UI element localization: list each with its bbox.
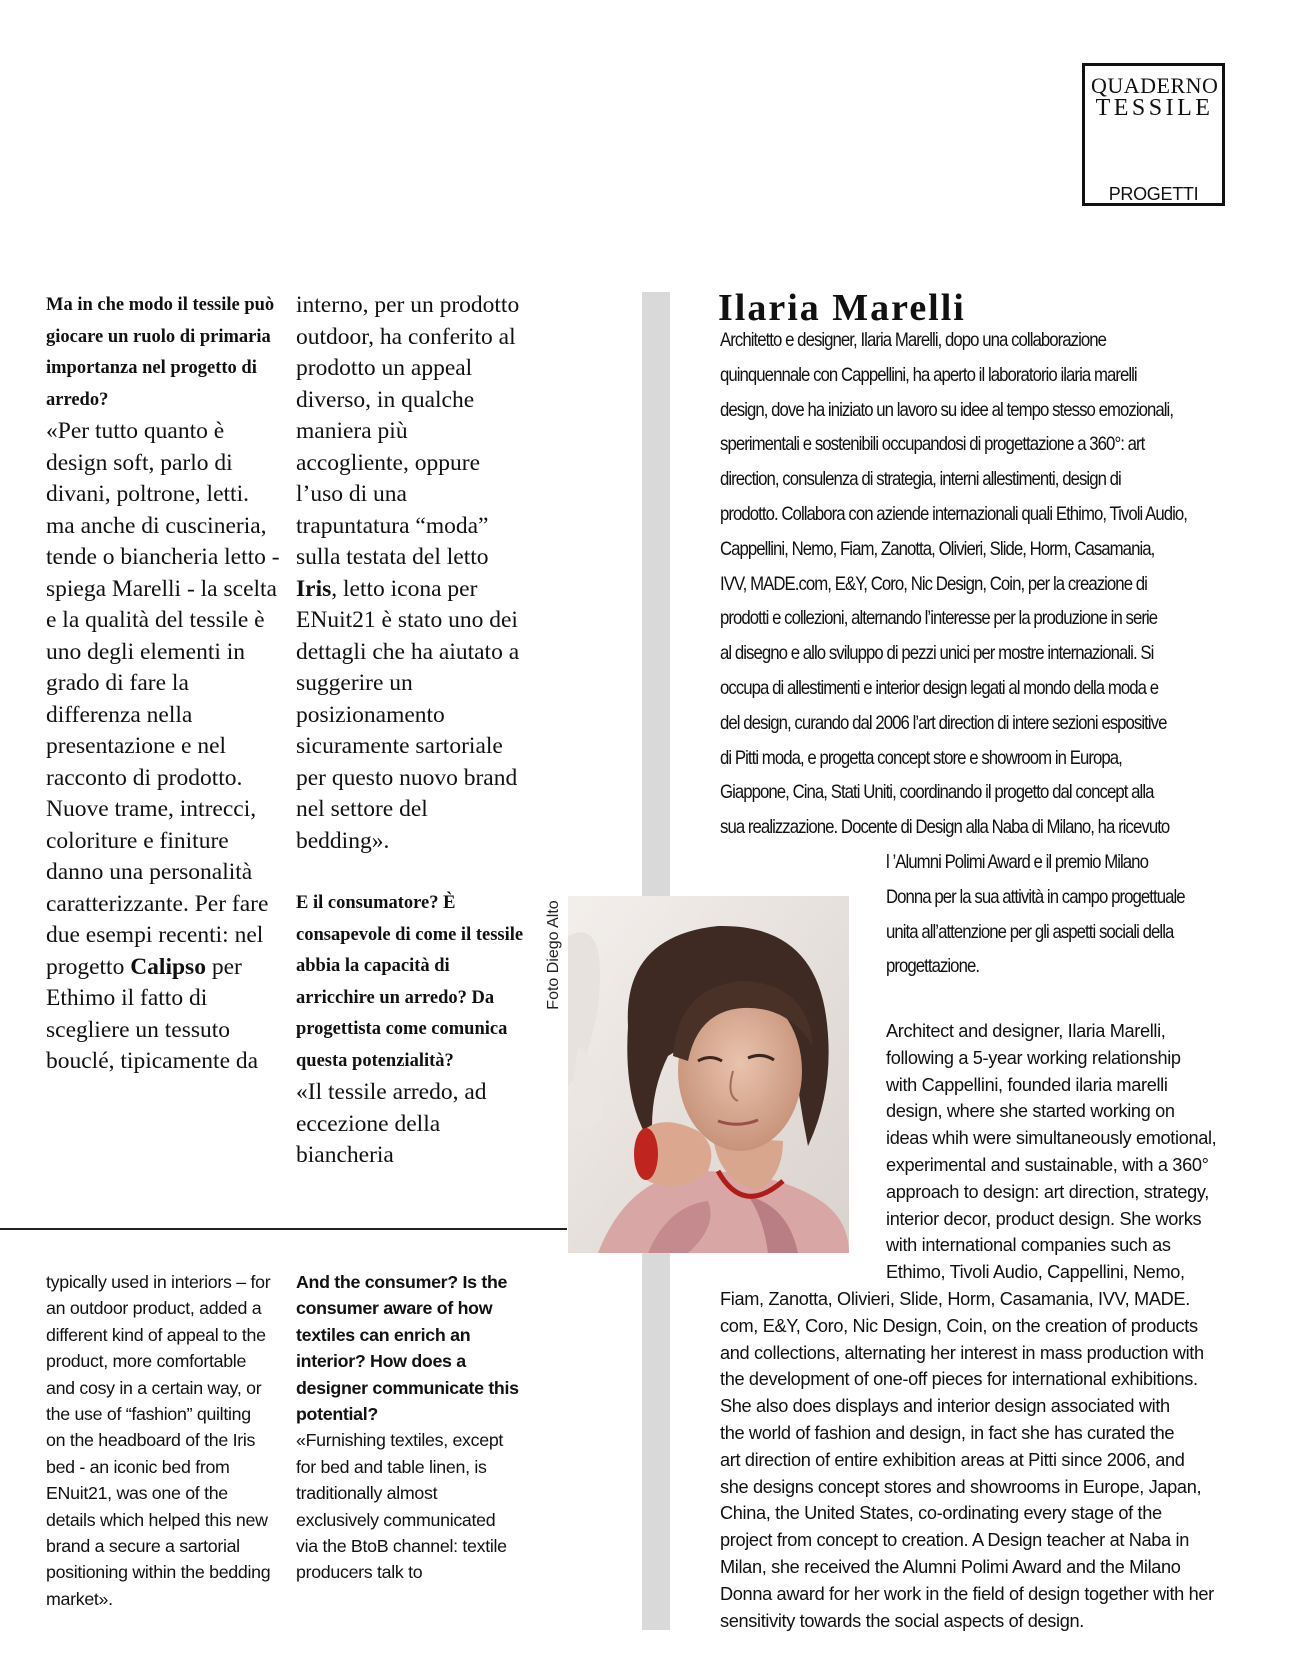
bio-en-line: following a 5-year working relationship (886, 1047, 1181, 1068)
bio-it-line: unita all’attenzione per gli aspetti sociali della (886, 920, 1174, 943)
bio-it-line: sperimentali e sostenibili occupandosi di progettazione a 360°: art (720, 433, 1145, 456)
bio-en-line: design, where she started working on (886, 1101, 1175, 1122)
bio-en-line: experimental and sustainable, with a 360° (886, 1154, 1209, 1175)
bio-it-line: Giappone, Cina, Stati Uniti, coordinando il progetto dal concept alla (720, 781, 1154, 804)
english-column-2 (296, 1269, 521, 1586)
bio-it-line: direction, consulenza di strategia, interni allestimenti, design di (720, 468, 1121, 491)
bio-en-line: Architect and designer, Ilaria Marelli, (886, 1021, 1166, 1041)
bio-en-line: Milan, she received the Alumni Polimi Award and the Milano (720, 1556, 1181, 1577)
horizontal-divider (0, 1228, 567, 1230)
bio-it-line: Architetto e designer, Ilaria Marelli, dopo una collaborazione (720, 329, 1107, 351)
masthead-title-line1: QUADERNO (1091, 73, 1219, 98)
bio-en-line: project from concept to creation. A Design teacher at Naba in (720, 1530, 1189, 1551)
bio-en-line: sensitivity towards the social aspects of design. (720, 1610, 1084, 1631)
bio-en-line: she designs concept stores and showrooms in Europe, Japan, (720, 1476, 1202, 1497)
bio-it-line: quinquennale con Cappellini, ha aperto il laboratorio ilaria marelli (720, 363, 1137, 386)
bio-en-line: Ethimo, Tivoli Audio, Cappellini, Nemo, (886, 1262, 1185, 1283)
bio-en-line: with international companies such as (886, 1235, 1171, 1256)
english-column-1 (46, 1269, 271, 1612)
english-answer: «Furnishing textiles, except for bed and table linen, is traditionally almost exclusively communicated via the BtoB channel: textile producers talk to (296, 1430, 507, 1583)
bio-it-line: occupa di allestimenti e interior design legati al mondo della moda e (720, 676, 1159, 699)
bio-it-line: di Pitti moda, e progetta concept store e showroom in Europa, (720, 746, 1122, 769)
bio-en-line: the world of fashion and design, in fact she has curated the (720, 1422, 1175, 1443)
product-name-bold: Iris (296, 575, 332, 602)
bio-en-line: Donna award for her work in the field of design together with her (720, 1583, 1214, 1604)
portrait-photo (568, 896, 849, 1253)
bio-en-line: the development of one-off pieces for international exhibitions. (720, 1369, 1198, 1390)
interview-answer: «Per tutto quanto è design soft, parlo di divani, poltrone, letti. ma anche di cuscineria, tende o biancheria letto - spiega Marelli - la scelta e la qualità del tessile è uno degli elementi in grado di fare la differenza nella presentazione e nel racconto di prodotto. Nuove trame, intrecci, coloriture e finiture danno una personalità caratterizzante. Per fare due esempi recenti: nel progetto Calipso per Ethimo il fatto di scegliere un tessuto bouclé, tipicamente da (46, 418, 280, 1074)
bio-en-line: approach to design: art direction, strategy, (886, 1181, 1209, 1202)
bio-it-line: del design, curando dal 2006 l’art direction di intere sezioni espositive (720, 711, 1167, 734)
interview-answer: «Il tessile arredo, ad eccezione della biancheria (296, 1079, 487, 1168)
bio-it-line: l ’Alumni Polimi Award e il premio Milano (886, 851, 1148, 873)
english-question: And the consumer? Is the consumer aware of how textiles can enrich an interior? How does a designer communicate this potential? (296, 1272, 519, 1425)
portrait-illustration (568, 896, 849, 1253)
bio-it-line: design, dove ha iniziato un lavoro su idee al tempo stesso emozionali, (720, 398, 1174, 421)
bio-en-line: with Cappellini, founded ilaria marelli (886, 1074, 1168, 1095)
bio-english-continued (720, 1286, 1214, 1634)
bio-en-line: art direction of entire exhibition areas at Pitti since 2006, and (720, 1449, 1185, 1470)
italian-column-2 (296, 290, 526, 1172)
bio-en-line: She also does displays and interior design associated with (720, 1396, 1170, 1417)
bio-it-line: prodotti e collezioni, alternando l’interesse per la produzione in serie (720, 607, 1158, 630)
interview-answer-continued: interno, per un prodotto outdoor, ha conferito al prodotto un appeal diverso, in qualche maniera più accogliente, oppure l’uso di una trapuntatura “moda” sulla testata del letto Iris, letto icona per ENuit21 è stato uno dei dettagli che ha aiutato a suggerire un posizionamento sicuramente sartoriale per questo nuovo brand nel settore del bedding». (296, 292, 520, 854)
product-name-bold: Calipso (130, 953, 206, 980)
masthead-title-line2: TESSILE (1095, 95, 1214, 121)
bio-italian (720, 323, 1187, 845)
bio-it-line: IVV, MADE.com, E&Y, Coro, Nic Design, Coin, per la creazione di (720, 572, 1147, 595)
section-label: PROGETTI (1108, 184, 1199, 204)
bio-italian-continued (886, 845, 1185, 984)
bio-heading: Ilaria Marelli (718, 287, 966, 329)
bio-en-line: and collections, alternating her interest in mass production with (720, 1342, 1204, 1363)
interview-question: E il consumatore? È consapevole di come il tessile abbia la capacità di arricchire un arredo? Da progettista come comunica questa potenzialità? (296, 893, 524, 1071)
bio-it-line: sua realizzazione. Docente di Design alla Naba di Milano, ha ricevuto (720, 816, 1170, 839)
bio-it-line: Cappellini, Nemo, Fiam, Zanotta, Olivieri, Slide, Horm, Casamania, (720, 537, 1155, 560)
english-text: typically used in interiors – for an outdoor product, added a different kind of appeal to the product, more comfortable and cosy in a certain way, or the use of “fashion” quilting on the headboard of the Iris bed - an iconic bed from ENuit21, was one of the details which helped this new brand a secure a sartorial positioning within the bedding market». (46, 1272, 271, 1609)
bio-en-line: ideas whih were simultaneously emotional, (886, 1128, 1217, 1149)
bio-en-line: China, the United States, co-ordinating every stage of the (720, 1503, 1162, 1524)
bio-en-line: Fiam, Zanotta, Olivieri, Slide, Horm, Casamania, IVV, MADE. (720, 1289, 1190, 1309)
bio-it-line: prodotto. Collabora con aziende internazionali quali Ethimo, Tivoli Audio, (720, 502, 1187, 525)
bio-it-line: al disegno e allo sviluppo di pezzi unici per mostre internazionali. Si (720, 642, 1154, 665)
bio-it-line: progettazione. (886, 955, 980, 978)
bio-it-line: Donna per la sua attività in campo progettuale (886, 885, 1185, 908)
interview-question: Ma in che modo il tessile può giocare un ruolo di primaria importanza nel progetto di arredo? (46, 295, 275, 410)
bio-en-line: com, E&Y, Coro, Nic Design, Coin, on the creation of products (720, 1315, 1198, 1336)
bio-english (886, 1018, 1216, 1286)
masthead-box (1082, 63, 1225, 206)
italian-column-1 (46, 290, 281, 1078)
bio-en-line: interior decor, product design. She works (886, 1208, 1202, 1229)
photo-credit: Foto Diego Alto (545, 900, 562, 1010)
